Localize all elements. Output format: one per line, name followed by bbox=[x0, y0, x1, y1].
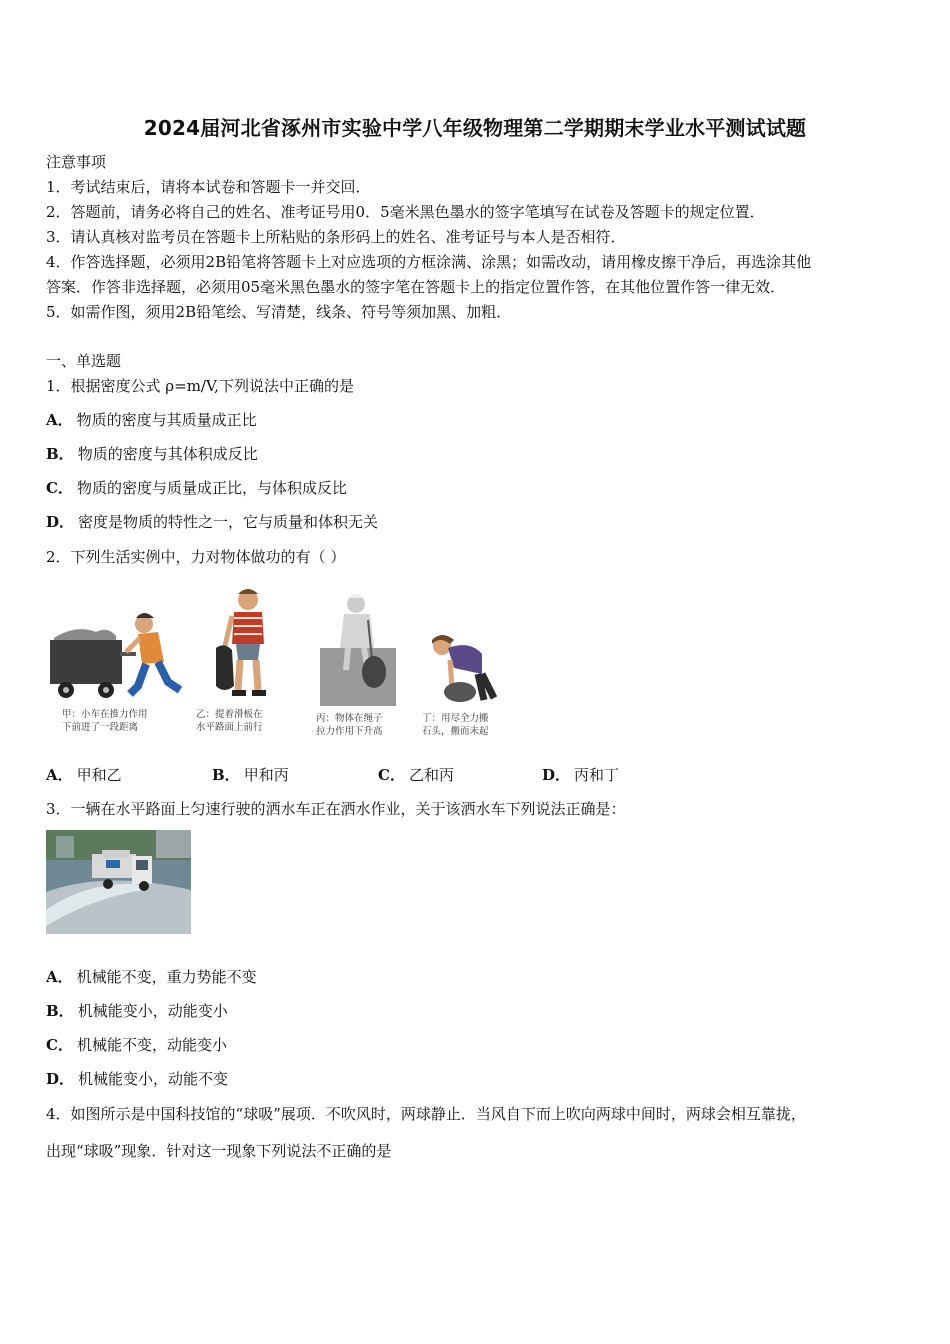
option-label: D． bbox=[46, 513, 75, 531]
option-label: B． bbox=[212, 766, 240, 784]
option-d bbox=[46, 512, 378, 532]
option-text: 甲和丙 bbox=[243, 766, 289, 784]
notice-item: 4．作答选择题，必须用2B铅笔将答题卡上对应选项的方框涂满、涂黑；如需改动，请用橡皮擦干净后，再选涂其他 bbox=[46, 253, 812, 271]
option-label: A． bbox=[46, 766, 73, 784]
option-text: 密度是物质的特性之一，它与质量和体积无关 bbox=[78, 513, 379, 531]
question-stem: 3．一辆在水平路面上匀速行驶的洒水车正在洒水作业，关于该洒水车下列说法正确是： bbox=[46, 800, 626, 818]
option-text: 物质的密度与质量成正比，与体积成反比 bbox=[76, 479, 347, 497]
caption-line: 下前进了一段距离 bbox=[62, 722, 139, 733]
option-b bbox=[212, 765, 289, 785]
option-label: B． bbox=[46, 445, 74, 463]
option-d bbox=[46, 1069, 228, 1089]
caption-line: 丙：物体在绳子 bbox=[316, 713, 383, 724]
figure-caption bbox=[422, 712, 489, 738]
option-text: 丙和丁 bbox=[574, 766, 620, 784]
option-label: A． bbox=[46, 411, 73, 429]
notice-item: 2．答题前，请务必将自己的姓名、准考证号用0．5毫米黑色墨水的签字笔填写在试卷及答题卡的规定位置． bbox=[46, 203, 765, 221]
option-text: 机械能变小，动能不变 bbox=[78, 1070, 229, 1088]
question-stem-continued: 出现“球吸”现象．针对这一现象下列说法不正确的是 bbox=[46, 1142, 392, 1160]
caption-line: 乙：提着滑板在 bbox=[196, 709, 263, 720]
caption-line: 丁：用尽全力搬 bbox=[422, 713, 489, 724]
figure-carry-bag bbox=[212, 586, 282, 706]
option-c bbox=[378, 765, 454, 785]
option-text: 机械能不变，重力势能不变 bbox=[76, 968, 257, 986]
notice-item: 1．考试结束后，请将本试卷和答题卡一并交回． bbox=[46, 178, 371, 196]
caption-line: 石头，搬而未起 bbox=[422, 726, 489, 737]
option-label: D． bbox=[542, 766, 571, 784]
option-label: A． bbox=[46, 968, 73, 986]
option-a bbox=[46, 765, 122, 785]
option-label: D． bbox=[46, 1070, 75, 1088]
option-c bbox=[46, 1035, 227, 1055]
figure-lift-stone bbox=[420, 630, 506, 706]
option-text: 物质的密度与其体积成反比 bbox=[77, 445, 258, 463]
option-text: 物质的密度与其质量成正比 bbox=[76, 411, 257, 429]
option-label: C． bbox=[378, 766, 405, 784]
option-b bbox=[46, 444, 258, 464]
figure-push-cart bbox=[46, 606, 186, 702]
option-b bbox=[46, 1001, 228, 1021]
option-label: C． bbox=[46, 479, 73, 497]
option-label: C． bbox=[46, 1036, 73, 1054]
figure-lift-rope bbox=[318, 590, 398, 708]
option-d bbox=[542, 765, 619, 785]
question-stem: 2．下列生活实例中，力对物体做功的有（ ） bbox=[46, 548, 346, 566]
notice-item: 答案．作答非选择题，必须用05毫米黑色墨水的签字笔在答题卡上的指定位置作答，在其他位置作答一律无效． bbox=[46, 278, 786, 296]
page-title: 2024届河北省涿州市实验中学八年级物理第二学期期末学业水平测试试题 bbox=[143, 116, 807, 140]
option-text: 机械能变小，动能变小 bbox=[77, 1002, 228, 1020]
figure-caption bbox=[316, 712, 383, 738]
caption-line: 拉力作用下升高 bbox=[316, 726, 383, 737]
figure-caption bbox=[196, 708, 263, 734]
notice-heading: 注意事项 bbox=[46, 153, 107, 171]
option-c bbox=[46, 478, 347, 498]
notice-item: 5．如需作图，须用2B铅笔绘、写清楚，线条、符号等须加黑、加粗． bbox=[46, 303, 512, 321]
option-a bbox=[46, 967, 257, 987]
question-stem: 1．根据密度公式 ρ=m/V,下列说法中正确的是 bbox=[46, 377, 354, 395]
caption-line: 甲：小车在推力作用 bbox=[62, 709, 148, 720]
option-text: 乙和丙 bbox=[408, 766, 454, 784]
question-stem: 4．如图所示是中国科技馆的“球吸”展项．不吹风时，两球静止．当风自下而上吹向两球中间时，两球会相互靠拢， bbox=[46, 1105, 806, 1123]
option-a bbox=[46, 410, 257, 430]
section-heading: 一、单选题 bbox=[46, 352, 122, 370]
option-text: 机械能不变，动能变小 bbox=[76, 1036, 227, 1054]
figure-sprinkler-truck-photo bbox=[46, 830, 191, 934]
caption-line: 水平路面上前行 bbox=[196, 722, 263, 733]
notice-item: 3．请认真核对监考员在答题卡上所粘贴的条形码上的姓名、准考证号与本人是否相符． bbox=[46, 228, 626, 246]
option-text: 甲和乙 bbox=[76, 766, 122, 784]
option-label: B． bbox=[46, 1002, 74, 1020]
figure-caption bbox=[62, 708, 148, 734]
